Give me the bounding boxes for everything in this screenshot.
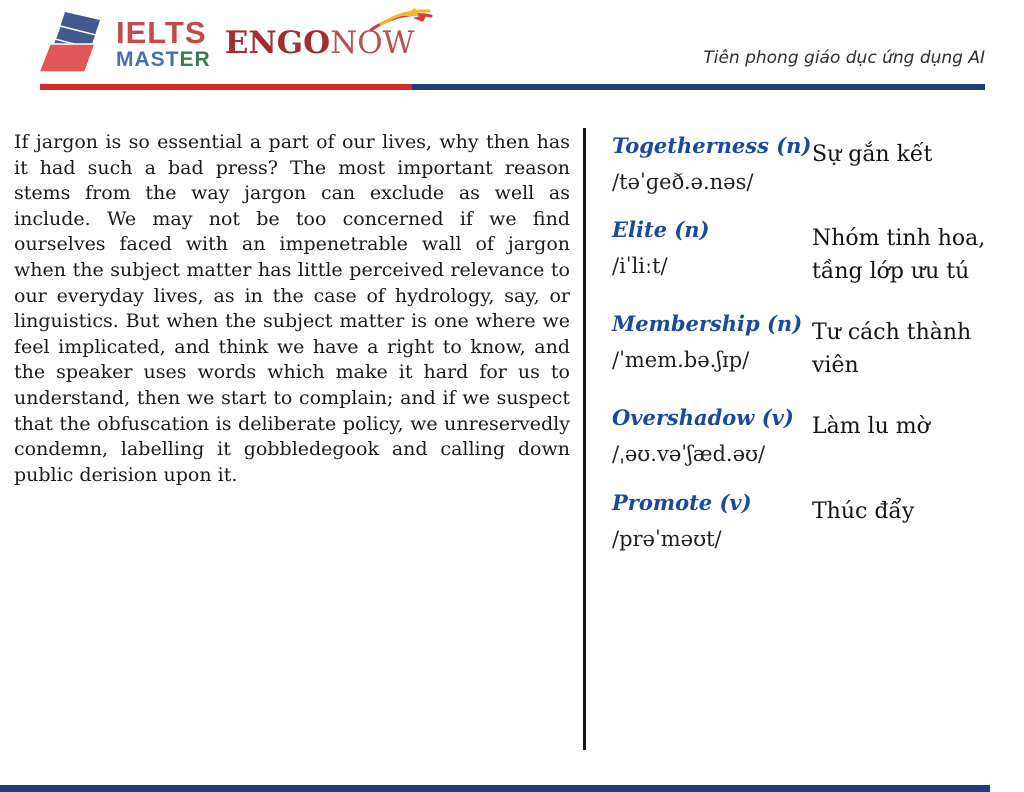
vocab-word: Membership (n) <box>612 311 803 337</box>
vocab-word-block <box>612 218 812 288</box>
vocab-meaning: Nhóm tinh hoa, tầng lớp ưu tú <box>812 226 986 285</box>
vocab-word: Overshadow (v) <box>612 405 794 431</box>
vocab-ipa: /iˈliːt/ <box>612 254 668 279</box>
vocab-list <box>612 134 1006 575</box>
vocab-ipa: /təˈɡeð.ə.nəs/ <box>612 170 754 195</box>
vocab-word-block <box>612 491 812 551</box>
vocab-word: Togetherness (n) <box>612 133 812 158</box>
vocab-ipa: /prəˈməʊt/ <box>612 526 722 551</box>
vocab-word-block <box>612 134 812 194</box>
vocab-word: Elite (n) <box>612 217 710 243</box>
wordmark-master <box>116 49 211 70</box>
vocab-ipa: /ˌəʊ.vəˈʃæd.əʊ/ <box>612 442 766 467</box>
vocab-word-block <box>612 406 812 466</box>
engonow-wordmark <box>224 24 415 61</box>
vocab-meaning: Tư cách thành viên <box>812 320 972 379</box>
vocab-meaning: Làm lu mờ <box>812 414 930 440</box>
wordmark-ielts: IELTS <box>116 14 207 50</box>
wordmark <box>116 14 211 71</box>
column-divider <box>583 128 586 750</box>
vocab-row <box>612 312 1006 382</box>
flying-book-icon <box>369 6 433 36</box>
vocab-meaning: Sự gắn kết <box>812 142 933 167</box>
vocab-word-block <box>612 312 812 382</box>
header-rule-red <box>40 84 412 90</box>
vocab-row <box>612 218 1006 288</box>
passage-text: If jargon is so essential a part of our lives, why then has it had such a bad press? The most important reason stems from the way jargon can exclude as well as include. We may not be too concerned if we find ourselves faced with an impenetrable wall of jargon when the subject matter has little perceived relevance to our everyday lives, as in the case of hydrology, say, or linguistics. But when the subject matter is one where we feel implicated, and think we have a right to know, and the speaker uses words which make it hard for us to understand, then we start to complain; and if we suspect that the obfuscation is deliberate policy, we unreservedly condemn, labelling it gobbledegook and calling down public derision upon it. <box>14 131 570 486</box>
vocab-ipa: /ˈmem.bə.ʃɪp/ <box>612 348 750 373</box>
book-logo-icon <box>38 10 110 76</box>
vocab-row <box>612 491 1006 551</box>
vocab-meaning: Thúc đẩy <box>812 498 915 524</box>
vocab-word: Promote (v) <box>612 489 752 515</box>
brand-logo <box>38 10 415 76</box>
vocab-row <box>612 134 1006 194</box>
vocab-row <box>612 406 1006 466</box>
engonow-now: NOW <box>330 24 415 61</box>
header-rule-blue <box>412 84 985 90</box>
wordmark-master-green: ER <box>179 47 211 71</box>
engonow-engo: ENGO <box>224 24 331 61</box>
footer-bar <box>0 785 990 792</box>
wordmark-master-blue: MAST <box>116 47 180 71</box>
brand-tagline: Tiên phong giáo dục ứng dụng AI <box>703 48 985 68</box>
